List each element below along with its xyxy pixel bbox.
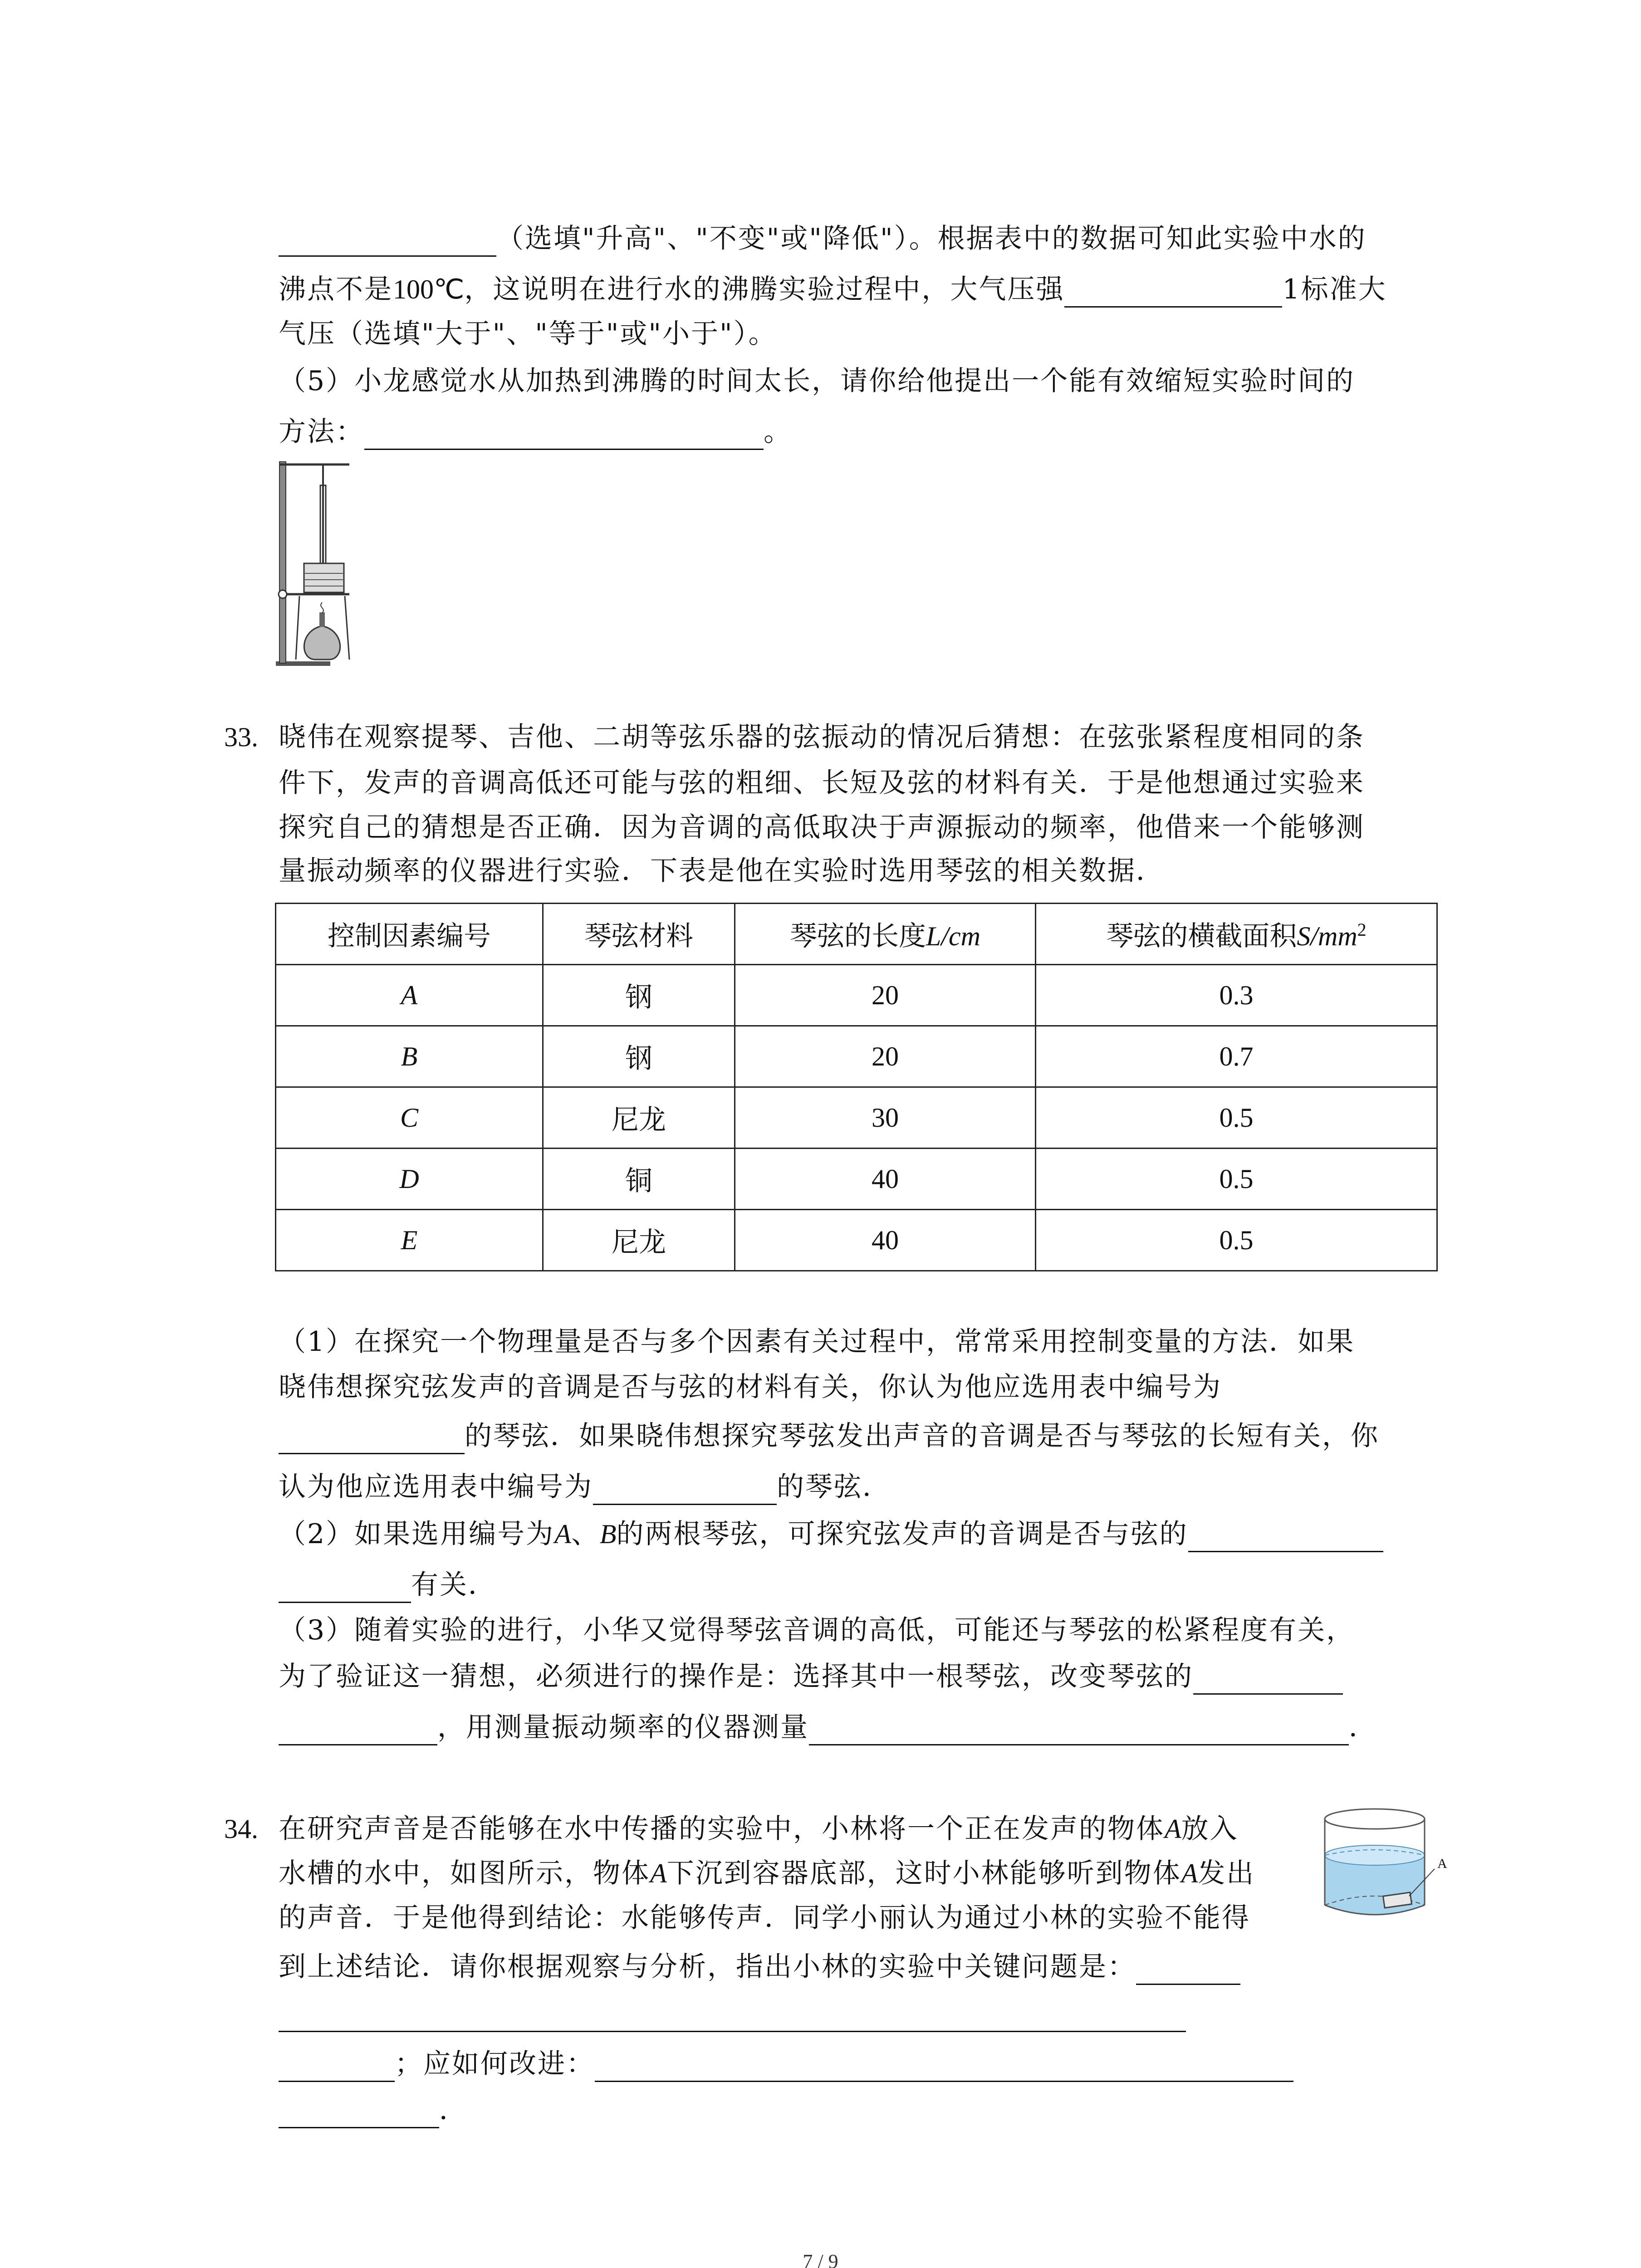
q32-line-3: 气压（选填"大于"、"等于"或"小于"）。 bbox=[279, 318, 777, 350]
q32-line-1: （选填"升高"、"不变"或"降低"）。根据表中的数据可知此实验中水的 bbox=[279, 220, 1367, 257]
cell-area: 0.5 bbox=[1036, 1210, 1437, 1271]
q33-line-2: 件下，发声的音调高低还可能与弦的粗细、长短及弦的材料有关．于是他想通过实验来 bbox=[279, 767, 1365, 799]
q33-line-3: 探究自己的猜想是否正确．因为音调的高低取决于声源振动的频率，他借来一个能够测 bbox=[279, 811, 1365, 843]
cell-material: 尼龙 bbox=[543, 1210, 735, 1271]
q34-line-1: 在研究声音是否能够在水中传播的实验中，小林将一个正在发声的物体A放入 bbox=[279, 1813, 1239, 1845]
q33-part2-line-1: （2）如果选用编号为A、B的两根琴弦，可探究弦发声的音调是否与弦的 bbox=[279, 1516, 1383, 1552]
cell-material: 铜 bbox=[543, 1149, 735, 1210]
cell-length: 20 bbox=[735, 965, 1036, 1026]
answer-blank[interactable] bbox=[279, 1574, 411, 1603]
q33-part1-line-1: （1）在探究一个物理量是否与多个因素有关过程中，常常采用控制变量的方法．如果 bbox=[279, 1326, 1355, 1358]
cell-area: 0.5 bbox=[1036, 1149, 1437, 1210]
header-area: 琴弦的横截面积$S/mm^2$ bbox=[1036, 904, 1437, 965]
answer-blank[interactable] bbox=[1136, 1955, 1240, 1985]
string-data-table bbox=[275, 903, 1438, 1271]
cell-material: 钢 bbox=[543, 965, 735, 1026]
q34-line-7: ． bbox=[279, 2092, 468, 2128]
cell-material: 钢 bbox=[543, 1026, 735, 1087]
answer-blank[interactable] bbox=[279, 227, 496, 257]
answer-blank[interactable] bbox=[279, 2099, 439, 2128]
header-factor-id: 控制因素编号 bbox=[276, 904, 543, 965]
q34-line-2: 水槽的水中，如图所示，物体A下沉到容器底部，这时小林能够听到物体A发出 bbox=[279, 1857, 1255, 1889]
cell-id: B bbox=[276, 1026, 543, 1087]
answer-blank[interactable] bbox=[279, 1425, 465, 1454]
object-a-label: A bbox=[1437, 1856, 1447, 1871]
q32-part5-line-2: 方法： 。 bbox=[279, 414, 792, 450]
cell-length: 40 bbox=[735, 1149, 1036, 1210]
header-material: 琴弦材料 bbox=[543, 904, 735, 965]
answer-blank[interactable] bbox=[279, 2053, 395, 2082]
table-row bbox=[276, 965, 1437, 1026]
page-number: 7 / 9 bbox=[803, 2250, 838, 2268]
cell-area: 0.5 bbox=[1036, 1087, 1437, 1149]
q33-line-1: 晓伟在观察提琴、吉他、二胡等弦乐器的弦振动的情况后猜想：在弦张紧程度相同的条 bbox=[279, 721, 1365, 753]
q32-part5-line-1: （5）小龙感觉水从加热到沸腾的时间太长，请你给他提出一个能有效缩短实验时间的 bbox=[279, 365, 1355, 397]
cell-length: 40 bbox=[735, 1210, 1036, 1271]
answer-blank[interactable] bbox=[279, 1716, 437, 1745]
answer-blank[interactable] bbox=[1193, 1665, 1343, 1695]
q34-line-6: ；应如何改进： bbox=[279, 2046, 1293, 2082]
table-row bbox=[276, 1026, 1437, 1087]
answer-blank[interactable] bbox=[279, 2003, 1186, 2032]
q33-part1-line-3: 的琴弦．如果晓伟想探究琴弦发出声音的音调是否与琴弦的长短有关，你 bbox=[279, 1418, 1379, 1454]
table-header-row bbox=[276, 904, 1437, 965]
q33-part3-line-2: 为了验证这一猜想，必须进行的操作是：选择其中一根琴弦，改变琴弦的 bbox=[279, 1658, 1343, 1695]
q33-number: 33. bbox=[224, 722, 258, 752]
cell-id: C bbox=[276, 1087, 543, 1149]
table-row bbox=[276, 1087, 1437, 1149]
cell-length: 30 bbox=[735, 1087, 1036, 1149]
cell-id: E bbox=[276, 1210, 543, 1271]
answer-blank[interactable] bbox=[1064, 278, 1282, 308]
answer-blank[interactable] bbox=[809, 1716, 1349, 1745]
table-row bbox=[276, 1210, 1437, 1271]
boiling-apparatus-figure bbox=[272, 458, 354, 667]
cell-id: D bbox=[276, 1149, 543, 1210]
answer-blank[interactable] bbox=[593, 1476, 777, 1505]
answer-blank[interactable] bbox=[595, 2053, 1293, 2082]
q34-line-4: 到上述结论．请你根据观察与分析，指出小林的实验中关键问题是： bbox=[279, 1949, 1240, 1985]
answer-blank[interactable] bbox=[364, 420, 764, 450]
table-row bbox=[276, 1149, 1437, 1210]
cell-area: 0.3 bbox=[1036, 965, 1437, 1026]
q33-part2-line-2: 有关． bbox=[279, 1567, 497, 1603]
q34-number: 34. bbox=[224, 1814, 258, 1844]
q34-line-3: 的声音．于是他得到结论：水能够传声．同学小丽认为通过小林的实验不能得 bbox=[279, 1902, 1250, 1934]
q32-line-2: 沸点不是100℃，这说明在进行水的沸腾实验过程中，大气压强 1标准大 bbox=[279, 271, 1387, 308]
q33-part1-line-2: 晓伟想探究弦发声的音调是否与弦的材料有关，你认为他应选用表中编号为 bbox=[279, 1371, 1222, 1403]
cell-length: 20 bbox=[735, 1026, 1036, 1087]
q34-line-5 bbox=[279, 1996, 1186, 2032]
answer-blank[interactable] bbox=[1188, 1523, 1383, 1552]
cell-material: 尼龙 bbox=[543, 1087, 735, 1149]
cell-area: 0.7 bbox=[1036, 1026, 1437, 1087]
q33-part3-line-3: ，用测量振动频率的仪器测量 ． bbox=[279, 1709, 1377, 1745]
q33-part3-line-1: （3）随着实验的进行，小华又觉得琴弦音调的高低，可能还与琴弦的松紧程度有关， bbox=[279, 1614, 1355, 1646]
q33-part1-line-4: 认为他应选用表中编号为 的琴弦． bbox=[279, 1469, 891, 1505]
header-length: 琴弦的长度L/cm bbox=[735, 904, 1036, 965]
water-tank-figure bbox=[1316, 1805, 1461, 1923]
q33-line-4: 量振动频率的仪器进行实验．下表是他在实验时选用琴弦的相关数据． bbox=[279, 855, 1165, 887]
cell-id: A bbox=[276, 965, 543, 1026]
